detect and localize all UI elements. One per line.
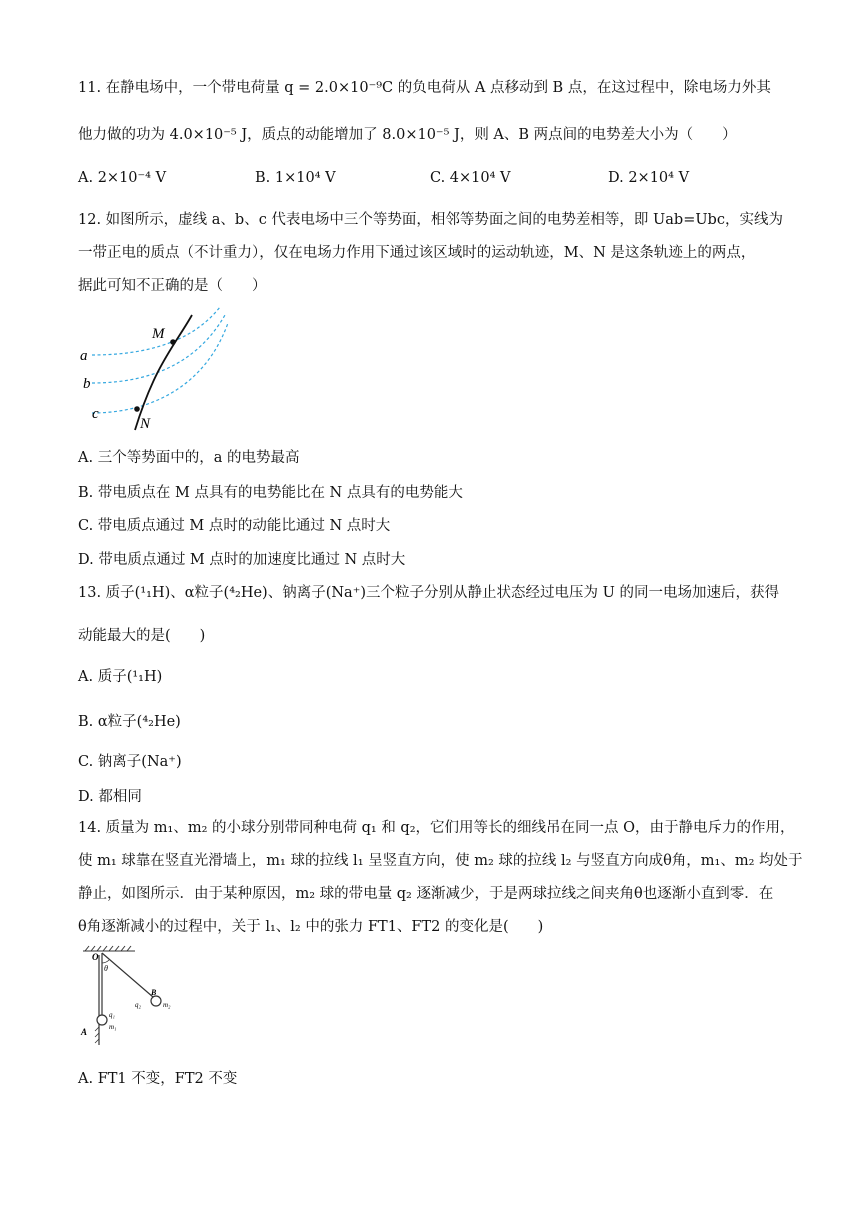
- q12-option-d: D. 带电质点通过 M 点时的加速度比通过 N 点时大: [78, 552, 406, 568]
- label-m: M: [152, 326, 165, 342]
- label-b: b: [83, 376, 91, 392]
- point-n: [134, 406, 140, 412]
- q11-option-d: D. 2×10⁴ V: [608, 170, 690, 186]
- ball-m2: [151, 996, 161, 1006]
- q13-option-d: D. 都相同: [78, 789, 142, 805]
- q13-stem-line2: 动能最大的是( ): [78, 628, 206, 644]
- q11-option-b: B. 1×10⁴ V: [255, 170, 336, 186]
- label-q2: q₂: [135, 1001, 141, 1009]
- q11-option-c: C. 4×10⁴ V: [430, 170, 511, 186]
- label-o: O: [92, 952, 99, 962]
- q13-option-a: A. 质子(¹₁H): [78, 669, 163, 685]
- q14-option-a: A. FT1 不变，FT2 不变: [78, 1071, 238, 1087]
- label-n: N: [140, 416, 151, 432]
- q12-equipotential-figure: [70, 305, 240, 435]
- q14-stem-line1: 14. 质量为 m₁、m₂ 的小球分别带同种电荷 q₁ 和 q₂，它们用等长的细线吊在同一点 O，由于静电斥力的作用，: [78, 820, 795, 836]
- q11-stem-line2: 他力做的功为 4.0×10⁻⁵ J，质点的动能增加了 8.0×10⁻⁵ J，则 A、B 两点间的电势差大小为（ ）: [78, 127, 737, 143]
- q11-option-a: A. 2×10⁻⁴ V: [78, 170, 167, 186]
- point-m: [170, 339, 176, 345]
- string-l2: [102, 953, 153, 997]
- q12-option-a: A. 三个等势面中的，a 的电势最高: [78, 450, 300, 466]
- label-c: c: [92, 406, 99, 422]
- q14-stem-line4: θ角逐渐减小的过程中，关于 l₁、l₂ 中的张力 FT1、FT2 的变化是( ): [78, 919, 544, 935]
- q12-stem-line1: 12. 如图所示，虚线 a、b、c 代表电场中三个等势面，相邻等势面之间的电势差相等，即 Uab=Ubc，实线为: [78, 212, 783, 228]
- ceiling-hatching: [83, 946, 135, 951]
- q12-stem-line2: 一带正电的质点（不计重力），仅在电场力作用下通过该区域时的运动轨迹，M、N 是这条轨迹上的两点，: [78, 245, 756, 261]
- label-a: A: [81, 1027, 88, 1037]
- q14-pendulum-figure: [75, 945, 185, 1055]
- label-a: a: [80, 348, 88, 364]
- q13-stem-line1: 13. 质子(¹₁H)、α粒子(⁴₂He)、钠离子(Na⁺)三个粒子分别从静止状态经过电压为 U 的同一电场加速后，获得: [78, 585, 779, 601]
- q12-option-b: B. 带电质点在 M 点具有的电势能比在 N 点具有的电势能大: [78, 485, 463, 501]
- q12-stem-line3: 据此可知不正确的是（ ）: [78, 278, 267, 294]
- label-m2: m₂: [163, 1001, 171, 1009]
- q14-stem-line3: 静止，如图所示．由于某种原因，m₂ 球的带电量 q₂ 逐渐减少，于是两球拉线之间夹角θ也逐渐小直到零．在: [78, 886, 774, 902]
- q11-stem-line1: 11. 在静电场中，一个带电荷量 q = 2.0×10⁻⁹C 的负电荷从 A 点移动到 B 点，在这过程中，除电场力外其: [78, 80, 771, 96]
- equipotential-lines: [92, 307, 228, 413]
- q12-option-c: C. 带电质点通过 M 点时的动能比通过 N 点时大: [78, 518, 391, 534]
- label-m1: m₁: [109, 1023, 117, 1031]
- ball-m1: [97, 1015, 107, 1025]
- label-q1: q₁: [109, 1011, 115, 1019]
- label-b: B: [151, 988, 157, 997]
- theta-arc: [102, 960, 109, 963]
- q14-stem-line2: 使 m₁ 球靠在竖直光滑墙上，m₁ 球的拉线 l₁ 呈竖直方向，使 m₂ 球的拉线 l₂ 与竖直方向成θ角，m₁、m₂ 均处于: [78, 853, 803, 869]
- label-theta: θ: [104, 964, 108, 973]
- q13-option-c: C. 钠离子(Na⁺): [78, 754, 182, 770]
- q13-option-b: B. α粒子(⁴₂He): [78, 714, 181, 730]
